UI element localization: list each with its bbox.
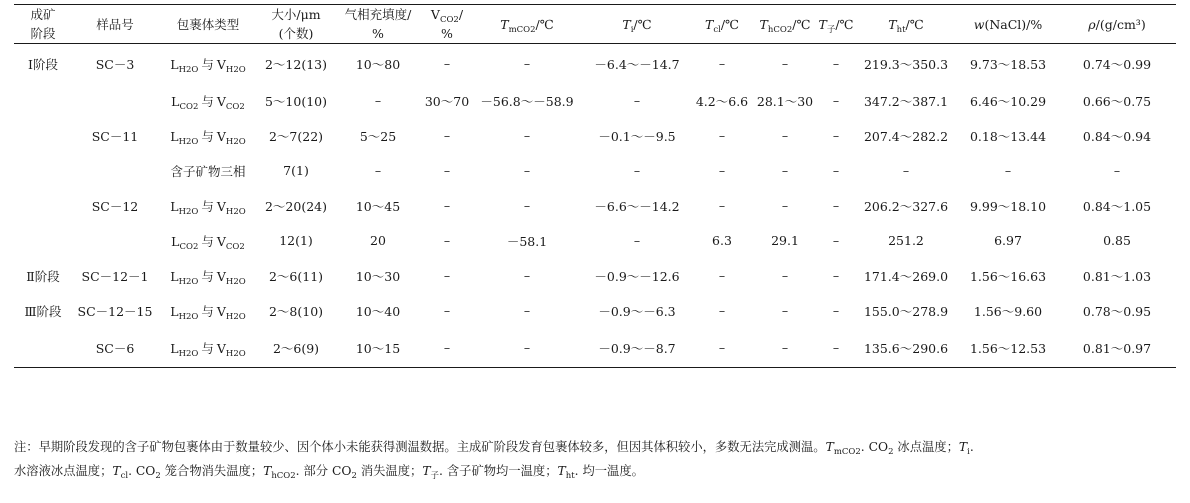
cell-thco2: 28.1～30 (756, 93, 814, 109)
cell-tht: 251.2 (888, 233, 924, 248)
footnote-symbol-tcl: $T_{cl}$. $CO_2$ 笼合物消失温度； (112, 464, 264, 481)
cell-tcl: – (718, 268, 726, 283)
cell-tmco2: －58.1 (506, 233, 548, 249)
cell-tzi: – (832, 268, 840, 283)
cell-tmco2: – (523, 128, 531, 143)
footnote-text: 注：早期阶段发现的含子矿物包裹体由于数量较少、因个体小未能获得测温数据。主成矿阶段发育包裹体较多，但因其体积较小，多数无法完成测温。 (14, 440, 826, 454)
footnote-symbol-thco2: $T_{hCO2}$. 部分 $CO_2$ 消失温度； (263, 464, 423, 481)
cell-size: 2～8(10) (268, 303, 324, 319)
cell-stage (14, 328, 72, 368)
cell-sample (72, 153, 158, 188)
header-vco2: $V_{CO2}/$ % (422, 5, 472, 44)
data-table-container (14, 4, 1176, 368)
cell-size: 2～7(22) (268, 128, 324, 144)
cell-stage (14, 118, 72, 153)
cell-gas: 10～45 (355, 198, 401, 214)
cell-rho: 0.85 (1103, 233, 1131, 248)
cell-w: 1.56～12.53 (958, 328, 1058, 368)
cell-sample: SC－3 (95, 56, 135, 72)
table-row (14, 223, 1176, 258)
cell-size: 2～20(24) (264, 198, 328, 214)
cell-size: 2～6(9) (258, 328, 334, 368)
cell-thco2: 29.1 (771, 233, 799, 248)
table-row (14, 328, 1176, 368)
cell-type: $L_{H2O}$ 与 $V_{H2O}$ (170, 56, 246, 75)
table-footnote (14, 435, 1176, 483)
cell-tcl: – (718, 163, 726, 178)
cell-vco2: – (443, 233, 451, 248)
footnote-symbol-tzi: $T_子$. 含子矿物均一温度； (422, 464, 558, 481)
cell-type: $L_{H2O}$ 与 $V_{H2O}$ (170, 268, 246, 287)
cell-tcl: – (718, 198, 726, 213)
cell-rho: – (1113, 163, 1121, 178)
header-tzi: $T_子/℃$ (818, 5, 854, 44)
cell-stage (14, 223, 72, 258)
table-row (14, 258, 1176, 293)
cell-thco2: – (781, 128, 789, 143)
cell-tmco2: – (523, 198, 531, 213)
cell-tzi: – (832, 93, 840, 108)
cell-stage (14, 153, 72, 188)
cell-w: 6.46～10.29 (969, 93, 1047, 109)
cell-tcl: – (718, 303, 726, 318)
cell-gas: 10～15 (334, 328, 422, 368)
cell-gas: 20 (370, 233, 386, 248)
cell-sample (72, 83, 158, 118)
cell-ti: －6.6～－14.2 (594, 198, 680, 214)
cell-sample: SC－11 (91, 128, 139, 144)
cell-type: $L_{CO2}$ 与 $V_{CO2}$ (171, 233, 245, 252)
cell-tht: 171.4～269.0 (863, 268, 949, 284)
cell-type: $L_{H2O}$ 与 $V_{H2O}$ (158, 328, 258, 368)
cell-tcl: 6.3 (712, 233, 732, 248)
cell-rho: 0.74～0.99 (1082, 56, 1152, 72)
cell-ti: －0.9～－8.7 (582, 328, 692, 368)
cell-tht: 207.4～282.2 (863, 128, 949, 144)
cell-size: 2～6(11) (268, 268, 324, 284)
footnote-symbol-ti: $T_i$. (958, 440, 974, 457)
cell-tht: 206.2～327.6 (863, 198, 949, 214)
cell-sample (72, 223, 158, 258)
cell-vco2: – (443, 268, 451, 283)
cell-stage: Ⅲ阶段 (24, 303, 62, 319)
cell-tmco2: – (472, 328, 582, 368)
cell-sample: SC－12 (91, 198, 139, 214)
cell-rho: 0.84～0.94 (1082, 128, 1152, 144)
cell-stage (14, 83, 72, 118)
cell-rho: 0.81～0.97 (1058, 328, 1176, 368)
cell-gas: 10～80 (355, 56, 401, 72)
cell-type: $L_{H2O}$ 与 $V_{H2O}$ (170, 198, 246, 217)
footnote-symbol-tmco2: $T_{mCO2}$. $CO_2$ 冰点温度； (825, 440, 959, 457)
cell-thco2: – (781, 303, 789, 318)
cell-vco2: 30～70 (424, 93, 470, 109)
cell-thco2: – (781, 198, 789, 213)
cell-ti: – (633, 163, 641, 178)
table-row (14, 188, 1176, 223)
cell-sample: SC－12－1 (81, 268, 149, 284)
inclusion-data-table (14, 4, 1176, 368)
cell-tcl: – (718, 56, 726, 71)
cell-ti: – (633, 93, 641, 108)
cell-ti: －0.9～－6.3 (598, 303, 676, 319)
cell-stage: Ⅰ阶段 (28, 56, 58, 72)
header-ti: $T_i/℃$ (582, 5, 692, 44)
cell-tmco2: – (523, 303, 531, 318)
cell-ti: – (633, 233, 641, 248)
header-sample: 样品号 (72, 5, 158, 44)
cell-tcl: 4.2～6.6 (695, 93, 749, 109)
table-header-row (14, 5, 1176, 44)
cell-w: 1.56～16.63 (969, 268, 1047, 284)
cell-tzi: – (832, 163, 840, 178)
cell-gas: – (374, 163, 382, 178)
cell-tht: – (902, 163, 910, 178)
cell-size: 7(1) (283, 163, 309, 178)
cell-thco2: – (781, 268, 789, 283)
cell-gas: 5～25 (359, 128, 397, 144)
cell-rho: 0.84～1.05 (1082, 198, 1152, 214)
cell-tht: 135.6～290.6 (854, 328, 958, 368)
cell-stage: Ⅱ阶段 (26, 268, 60, 284)
cell-w: – (1004, 163, 1012, 178)
cell-ti: －0.9～－12.6 (594, 268, 680, 284)
cell-tzi: – (818, 328, 854, 368)
cell-tzi: – (832, 56, 840, 71)
cell-type: $L_{H2O}$ 与 $V_{H2O}$ (170, 303, 246, 322)
cell-rho: 0.66～0.75 (1082, 93, 1152, 109)
table-row (14, 153, 1176, 188)
cell-tmco2: －56.8～－58.9 (480, 93, 574, 109)
cell-tcl: – (718, 128, 726, 143)
header-wnacl: w(NaCl)/% (958, 5, 1058, 44)
cell-ti: －6.4～－14.7 (594, 56, 680, 72)
cell-w: 1.56～9.60 (973, 303, 1043, 319)
cell-w: 9.73～18.53 (969, 56, 1047, 72)
cell-vco2: – (443, 163, 451, 178)
cell-ti: －0.1～－9.5 (598, 128, 676, 144)
cell-tmco2: – (523, 163, 531, 178)
cell-rho: 0.78～0.95 (1082, 303, 1152, 319)
cell-gas: 10～40 (355, 303, 401, 319)
cell-tht: 219.3～350.3 (863, 56, 949, 72)
cell-vco2: – (422, 328, 472, 368)
table-row (14, 118, 1176, 153)
cell-thco2: – (781, 163, 789, 178)
cell-vco2: – (443, 128, 451, 143)
header-size: 大小/μm (个数) (258, 5, 334, 44)
cell-gas: 10～30 (355, 268, 401, 284)
cell-w: 9.99～18.10 (969, 198, 1047, 214)
header-stage: 成矿 阶段 (14, 5, 72, 44)
header-gas-fill: 气相充填度/ % (334, 5, 422, 44)
cell-thco2: – (781, 56, 789, 71)
cell-rho: 0.81～1.03 (1082, 268, 1152, 284)
table-row (14, 83, 1176, 118)
cell-tzi: – (832, 233, 840, 248)
cell-thco2: – (752, 328, 818, 368)
cell-type: 含子矿物三相 (170, 163, 246, 179)
table-body (14, 44, 1176, 368)
cell-w: 0.18～13.44 (969, 128, 1047, 144)
cell-gas: – (374, 93, 382, 108)
cell-size: 5～10(10) (264, 93, 328, 109)
header-inclusion-type: 包裹体类型 (158, 5, 258, 44)
header-rho: ρ/(g/cm³) (1058, 5, 1176, 44)
header-thco2: $T_{hCO2}/℃$ (752, 5, 818, 44)
header-tmco2: $T_{mCO2}/℃$ (472, 5, 582, 44)
footnote-line2-text: 水溶液冰点温度； (14, 464, 113, 478)
cell-type: $L_{H2O}$ 与 $V_{H2O}$ (170, 128, 246, 147)
cell-sample: SC－6 (72, 328, 158, 368)
cell-tmco2: – (523, 56, 531, 71)
header-tht: $T_{ht}/℃$ (854, 5, 958, 44)
cell-tzi: – (832, 198, 840, 213)
cell-w: 6.97 (994, 233, 1022, 248)
cell-tzi: – (832, 303, 840, 318)
cell-tht: 155.0～278.9 (863, 303, 949, 319)
header-tcl: $T_{cl}/℃$ (692, 5, 752, 44)
cell-size: 2～12(13) (264, 56, 328, 72)
cell-type: $L_{CO2}$ 与 $V_{CO2}$ (171, 93, 245, 112)
footnote-symbol-tht: $T_{ht}$. 均一温度。 (557, 464, 644, 481)
cell-sample: SC－12－15 (77, 303, 153, 319)
cell-size: 12(1) (279, 233, 313, 248)
cell-stage (14, 188, 72, 223)
cell-vco2: – (443, 303, 451, 318)
cell-tmco2: – (523, 268, 531, 283)
cell-vco2: – (443, 198, 451, 213)
cell-tzi: – (832, 128, 840, 143)
cell-tcl: – (692, 328, 752, 368)
table-row (14, 293, 1176, 328)
cell-tht: 347.2～387.1 (863, 93, 949, 109)
cell-vco2: – (443, 56, 451, 71)
table-row (14, 44, 1176, 84)
